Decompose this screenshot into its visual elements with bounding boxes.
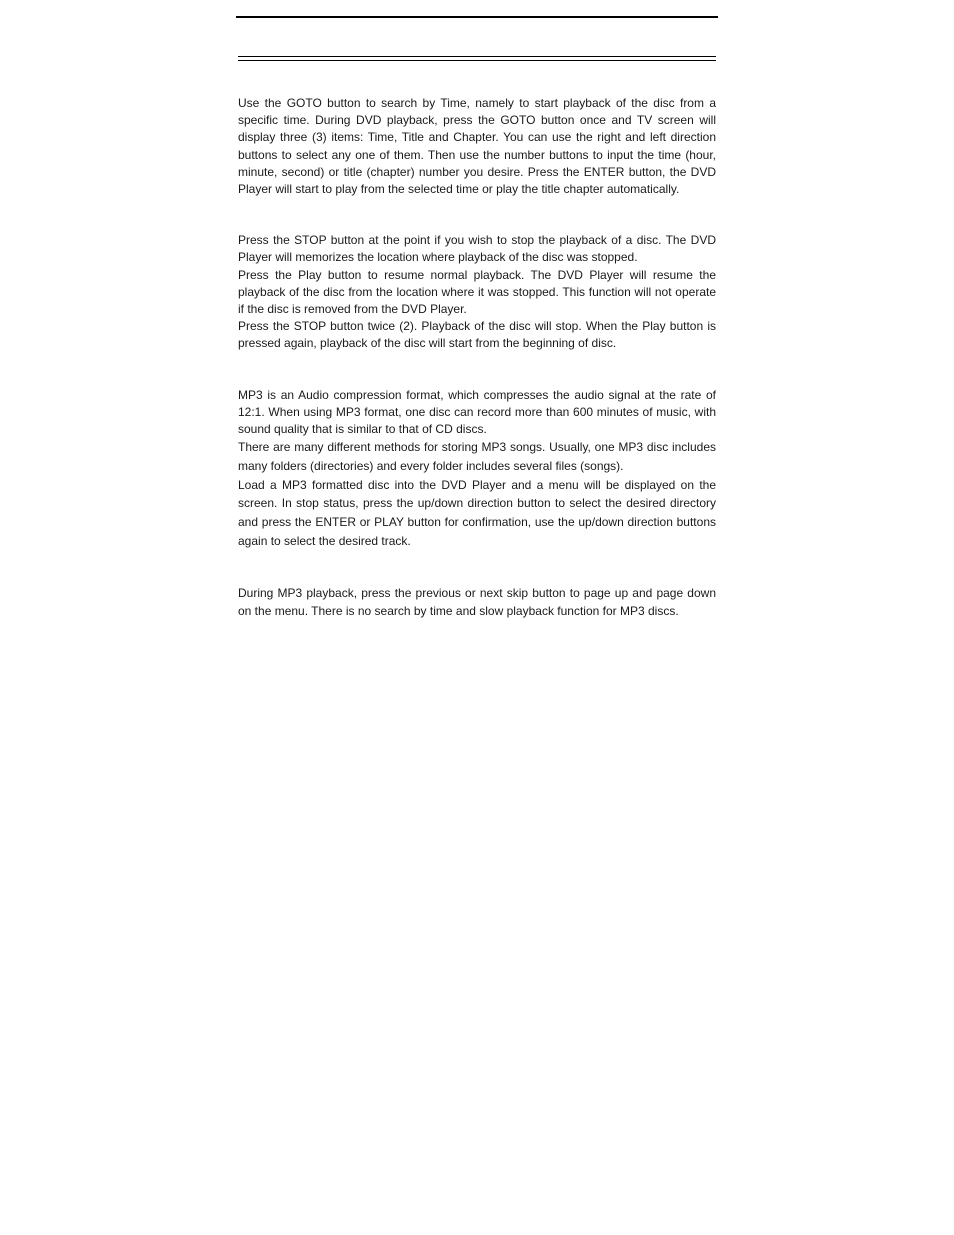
paragraph: During MP3 playback, press the previous or next skip button to page up and page down on the menu. There is no search by time and slow playback function for MP3 discs. <box>238 586 716 618</box>
paragraph: Press the STOP button twice (2). Playback of the disc will stop. When the Play button is pressed again, playback of the disc will start from the beginning of disc. <box>238 319 716 351</box>
header-rule <box>236 16 718 18</box>
page-body <box>238 95 716 620</box>
paragraph: There are many different methods for storing MP3 songs. Usually, one MP3 disc includes many folders (directories) and every folder includes several files (songs). <box>238 440 716 473</box>
paragraph: MP3 is an Audio compression format, which compresses the audio signal at the rate of 12:1. When using MP3 format, one disc can record more than 600 minutes of music, with sound quality that is similar to that of CD discs. <box>238 387 716 437</box>
paragraph: Press the Play button to resume normal playback. The DVD Player will resume the playback of the disc from the location where it was stopped. This function will not operate if the disc is removed from the DVD Player. <box>238 267 716 317</box>
section-mp3 <box>238 387 716 551</box>
section-skip <box>238 585 716 619</box>
paragraph: Load a MP3 formatted disc into the DVD Player and a menu will be displayed on the screen. In stop status, press the up/down direction button to select the desired directory and press the ENTER or PLAY button for confirmation, use the up/down direction buttons again to select the desired track. <box>238 477 716 548</box>
paragraph: Use the GOTO button to search by Time, namely to start playback of the disc from a specific time. During DVD playback, press the GOTO button once and TV screen will display three (3) items: Time, Title and Chapter. You can use the right and left direction buttons to select any one of them. Then use the number buttons to input the time (hour, minute, second) or title (chapter) number you desire. Press the ENTER button, the DVD Player will start to play from the selected time or play the title chapter automatically. <box>238 96 716 197</box>
title-double-rule <box>238 56 716 61</box>
section-goto <box>238 95 716 198</box>
section-stop <box>238 232 716 352</box>
paragraph: Press the STOP button at the point if you wish to stop the playback of a disc. The DVD Player will memorizes the location where playback of the disc was stopped. <box>238 233 716 265</box>
